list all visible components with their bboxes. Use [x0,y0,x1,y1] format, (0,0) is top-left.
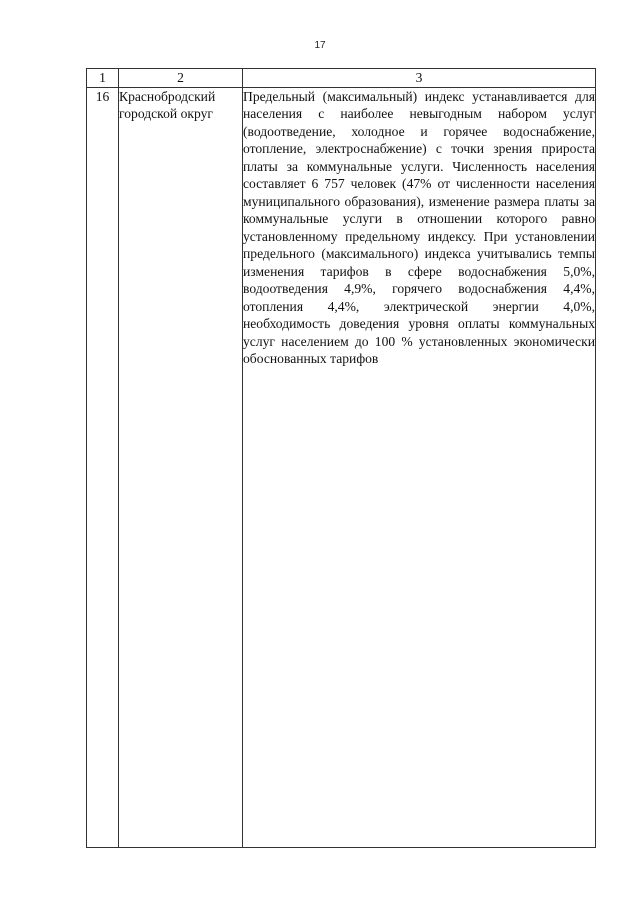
row-number-cell: 16 [87,87,119,847]
table-row [87,87,596,847]
table-header-row [87,69,596,88]
column-header-2: 2 [119,69,243,88]
page-number: 17 [314,40,326,51]
column-header-1: 1 [87,69,119,88]
tariff-index-table [86,68,596,848]
district-name-cell: Краснобродский городской округ [119,87,243,847]
index-description-cell: Предельный (максимальный) индекс устанавливается для населения с наиболее невыгодным набором услуг (водоотведение, холодное и горячее водоснабжение, отопление, электроснабжение) с точки зрения прироста платы за коммунальные услуги. Численность населения составляет 6 757 человек (47% от численности населения муниципального образования), изменение размера платы за коммунальные услуги в отношении которого равно установленному предельному индексу. При установлении предельного (максимального) индекса учитывались темпы изменения тарифов в сфере водоснабжения 5,0%, водоотведения 4,9%, горячего водоснабжения 4,4%, отопления 4,4%, электрической энергии 4,0%, необходимость доведения уровня оплаты коммунальных услуг населением до 100 % установленных экономически обоснованных тарифов [243,87,596,847]
column-header-3: 3 [243,69,596,88]
